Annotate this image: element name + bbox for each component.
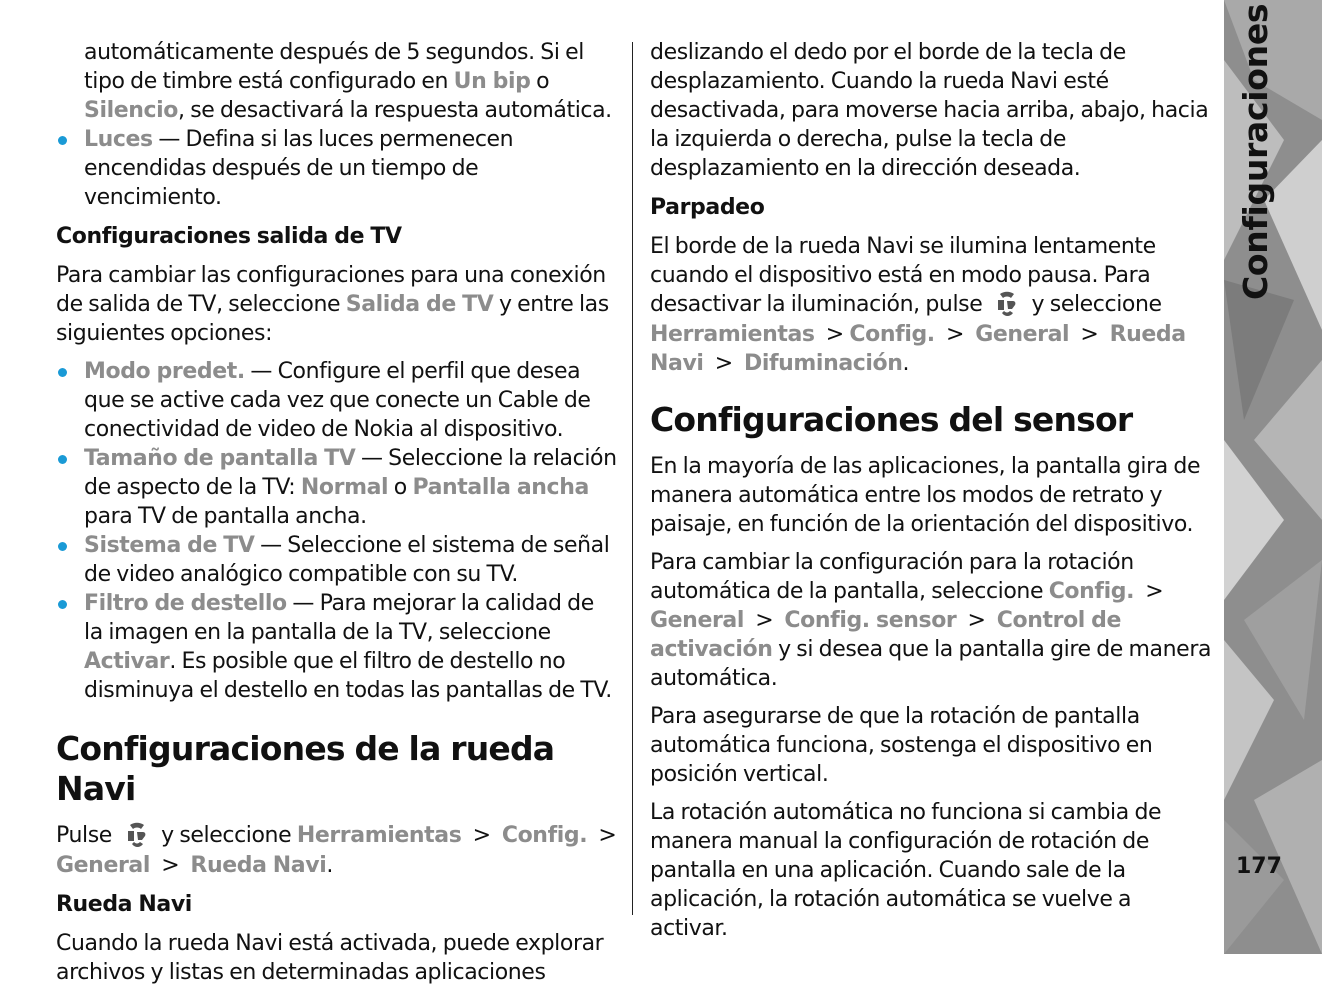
path-separator: >: [598, 823, 617, 848]
tv-intro-end: y entre las siguientes opciones:: [56, 292, 609, 346]
tv-intro-text: Para cambiar las configuraciones para una conexión de salida de TV, seleccione: [56, 263, 606, 317]
rueda-navi-option: Rueda Navi: [190, 853, 327, 878]
page-number: 177: [1236, 854, 1282, 879]
period: .: [902, 351, 910, 376]
config-option: Config.: [501, 823, 588, 848]
intro-paragraph: [56, 38, 618, 125]
parpadeo-text: El borde de la rueda Navi se ilumina lentamente cuando el dispositivo está en modo pausa. Para desactivar la iluminación, pulse: [650, 234, 1156, 317]
sensor-paragraph-4: La rotación automática no funciona si cambia de manera manual la configuración de rotación de pantalla en una aplicación. Cuando sale de la aplicación, la rotación automática se vuelve a activar.: [650, 800, 1162, 941]
path-separator: >: [472, 823, 491, 848]
control-activacion-option: Control de activación: [650, 608, 1122, 662]
intro-end-text: , se desactivará la respuesta automática.: [178, 98, 612, 123]
sensor-paragraph-1: En la mayoría de las aplicaciones, la pantalla gira de manera automática entre los modos de retrato y paisaje, en función de la orientación del dispositivo.: [650, 454, 1201, 537]
intro-text: automáticamente después de 5 segundos. Si el tipo de timbre está configurado en: [84, 40, 584, 94]
path-separator: >: [161, 853, 180, 878]
modo-predet-label: Modo predet.: [84, 359, 245, 384]
sensor-paragraph-3: Para asegurarse de que la rotación de pantalla automática funciona, sostenga el dispositivo en posición vertical.: [650, 704, 1153, 787]
tamano-text: — Seleccione la relación de aspecto de la TV:: [84, 446, 617, 500]
list-item: [56, 589, 618, 705]
or-text: o: [393, 475, 407, 500]
path-separator: >: [825, 322, 844, 347]
list-item: [56, 125, 618, 212]
menu-key-icon: [994, 290, 1020, 320]
path-separator: >: [1145, 579, 1164, 604]
bullet-icon: [58, 368, 67, 377]
list-item: [56, 357, 618, 444]
path-separator: >: [945, 322, 964, 347]
list-item: [56, 531, 618, 589]
luces-list: [56, 125, 618, 212]
normal-option: Normal: [300, 475, 389, 500]
rueda-text: Cuando la rueda Navi está activada, puede explorar archivos y listas en determinadas aplicaciones: [56, 931, 604, 985]
filtro-label: Filtro de destello: [84, 591, 287, 616]
sistema-tv-label: Sistema de TV: [84, 533, 255, 558]
difuminacion-option: Difuminación: [743, 351, 903, 376]
luces-text: — Defina si las luces permenecen encendidas después de un tiempo de vencimiento.: [84, 127, 514, 210]
salida-tv-option: Salida de TV: [345, 292, 494, 317]
navi-heading: Configuraciones de la rueda Navi: [56, 729, 555, 808]
filtro-text: — Para mejorar la calidad de la imagen en la pantalla de la TV, seleccione: [84, 591, 594, 645]
general-option: General: [650, 608, 744, 633]
list-item: [56, 444, 618, 531]
tv-intro: [56, 261, 618, 348]
navi-path: [56, 821, 618, 880]
tamano-label: Tamaño de pantalla TV: [84, 446, 356, 471]
tamano-end-text: para TV de pantalla ancha.: [84, 504, 367, 529]
luces-label: Luces: [84, 127, 153, 152]
bullet-icon: [58, 455, 67, 464]
sensor-p2-text: Para cambiar la configuración para la rotación automática de la pantalla, seleccione: [650, 550, 1134, 604]
pantalla-ancha-option: Pantalla ancha: [412, 475, 589, 500]
general-option: General: [56, 853, 150, 878]
or-text: o: [536, 69, 550, 94]
path-separator: >: [967, 608, 986, 633]
continuation-text: deslizando el dedo por el borde de la tecla de desplazamiento. Cuando la rueda Navi esté desactivada, para moverse hacia arriba, abajo, hacia la izquierda o derecha, pulse la tecla de desplazamiento en la dirección deseada.: [650, 40, 1209, 181]
activar-option: Activar: [84, 649, 170, 674]
pulse-text: Pulse: [56, 823, 112, 848]
section-title: Configuraciones: [1236, 3, 1275, 300]
sensor-p2-end: y si desea que la pantalla gire de manera automática.: [650, 637, 1212, 691]
bullet-icon: [58, 600, 67, 609]
filtro-end-text: . Es posible que el filtro de destello no disminuya el destello en todas las pantallas de TV.: [84, 649, 612, 703]
parpadeo-paragraph: [650, 232, 1212, 378]
menu-key-icon: [124, 821, 150, 851]
herramientas-option: Herramientas: [296, 823, 462, 848]
tv-options-list: [56, 357, 618, 705]
general-option: General: [975, 322, 1070, 347]
sensor-heading: Configuraciones del sensor: [650, 400, 1133, 439]
bullet-icon: [58, 542, 67, 551]
parpadeo-heading: Parpadeo: [650, 195, 765, 220]
config-option: Config.: [1048, 579, 1135, 604]
left-column: [56, 38, 618, 996]
period: .: [326, 853, 333, 878]
config-option: Config.: [849, 322, 935, 347]
tv-heading: Configuraciones salida de TV: [56, 224, 402, 249]
rueda-heading: Rueda Navi: [56, 892, 192, 917]
right-column: [650, 38, 1212, 952]
config-sensor-option: Config. sensor: [784, 608, 957, 633]
silencio-option: Silencio: [84, 98, 179, 123]
path-separator: >: [755, 608, 774, 633]
select-text: y seleccione: [1031, 292, 1162, 317]
path-separator: >: [1080, 322, 1099, 347]
column-divider: [632, 42, 633, 915]
select-text: y seleccione: [161, 823, 292, 848]
sensor-paragraph-2: [650, 548, 1212, 693]
un-bip-option: Un bip: [453, 69, 531, 94]
modo-predet-text: — Configure el perfil que desea que se active cada vez que conecte un Cable de conectividad de video de Nokia al dispositivo.: [84, 359, 591, 442]
herramientas-option: Herramientas: [650, 322, 815, 347]
sistema-tv-text: — Seleccione el sistema de señal de video analógico compatible con su TV.: [84, 533, 610, 587]
path-separator: >: [714, 351, 733, 376]
bullet-icon: [58, 136, 67, 145]
rueda-navi-option: Rueda Navi: [650, 322, 1186, 376]
